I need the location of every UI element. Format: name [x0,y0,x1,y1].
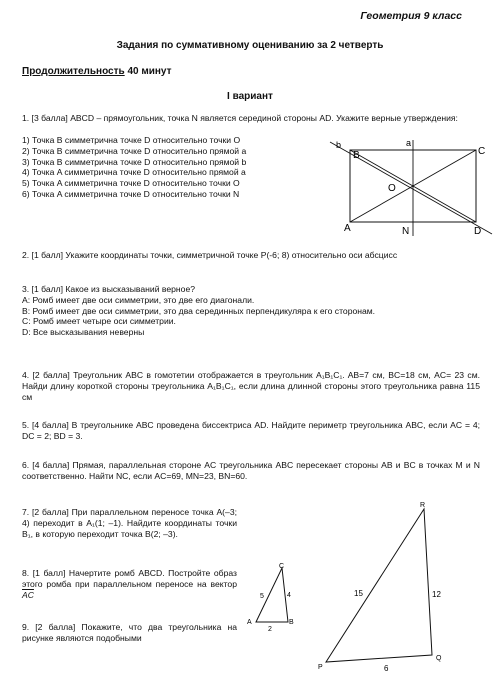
subject-grade: Геометрия 9 класс [360,10,462,22]
small-side-ac: 5 [260,593,264,600]
large-label-p: P [318,664,323,671]
task-4: 4. [2 балла] Треугольник ABC в гомотетии отображается в треугольник A₁B₁C₁. AB=7 см, BC=18 см, AC= 23 см. Найди длину короткой стороны треугольника A₁B₁C₁, если длина длинной стороны этого треугольника равна 115 см [22,370,480,402]
label-b: B [353,150,360,161]
small-side-ab: 2 [268,626,272,633]
label-b-line: b [336,140,342,150]
small-triangle [244,560,306,638]
task-1-option: 3) Точка B симметрична точке D относительно прямой b [22,156,247,167]
duration-label: Продолжительность [22,66,125,77]
label-a-line: a [406,138,412,148]
page-title: Задания по суммативному оцениванию за 2 четверть [116,40,384,51]
large-side-qr: 12 [432,590,441,599]
large-side-pq: 6 [384,664,389,673]
small-side-bc: 4 [287,592,291,599]
duration-value: 40 минут [127,66,172,77]
task-3 [22,284,480,338]
small-label-b: B [289,619,294,626]
task-7: 7. [2 балла] При параллельном переносе точка A(–3; 4) переходит в A₁(1; –1). Найдите координаты точки B₁, в которую переходит точка B(2; –3). [22,507,237,539]
task-3-question: 3. [1 балл] Какое из высказываний верное? [22,284,196,294]
rectangle-figure [322,132,498,242]
task-6: 6. [4 балла] Прямая, параллельная стороне AC треугольника ABC пересекает стороны AB и BC в точках M и N соответственно. Найти NC, если AC=69, MN=23, BN=60. [22,460,480,481]
task-2: 2. [1 балл] Укажите координаты точки, симметричной точке P(-6; 8) относительно оси абсцисс [22,250,398,260]
duration [22,66,172,77]
task-3-option: A: Ромб имеет две оси симметрии, это две его диагонали. [22,294,255,305]
task-1-question: 1. [3 балла] ABCD – прямоугольник, точка N является серединой стороны AD. Укажите верные утверждения: [22,113,458,123]
task-1-option: 6) Точка A симметрична точке D относительно точки N [22,188,240,199]
task-3-option: C: Ромб имеет четыре оси симметрии. [22,316,176,327]
large-label-r: R [420,502,426,509]
large-side-pr: 15 [354,589,363,598]
large-label-q: Q [436,655,442,662]
task-8-text: 8. [1 балл] Начертите ромб ABCD. Постройте образ этого ромба при параллельном переносе на вектор [22,568,237,589]
large-triangle [312,497,452,677]
task-3-option: D: Все высказывания неверны [22,327,145,338]
variant-heading: I вариант [227,91,273,102]
task-3-option: B: Ромб имеет две оси симметрии, это два серединных перпендикуляра к его сторонам. [22,305,376,316]
label-d: D [474,226,482,237]
task-5: 5. [4 балла] В треугольнике ABC проведена биссектриса AD. Найдите периметр треугольника ABC, если AC = 4; DC = 2; BD = 3. [22,420,480,441]
task-1-option: 1) Точка B симметрична точке D относительно точки O [22,135,241,145]
vector-ac: $\overline{AC}$ [22,589,34,600]
small-label-c: C [279,563,285,570]
task-1-option: 5) Точка A симметрична точке D относительно точки O [22,178,240,189]
task-1-options [22,135,322,200]
label-c: C [478,146,486,157]
task-1-option: 4) Точка A симметрична точке D относительно прямой a [22,167,246,178]
label-o: O [388,183,396,194]
label-a: A [344,223,351,234]
task-9: 9. [2 балла] Покажите, что два треугольника на рисунке являются подобными [22,622,237,643]
task-1-option: 2) Точка B симметрична точке D относительно прямой a [22,145,247,156]
label-n: N [402,226,410,237]
small-label-a: A [247,619,252,626]
task-8 [22,568,237,600]
